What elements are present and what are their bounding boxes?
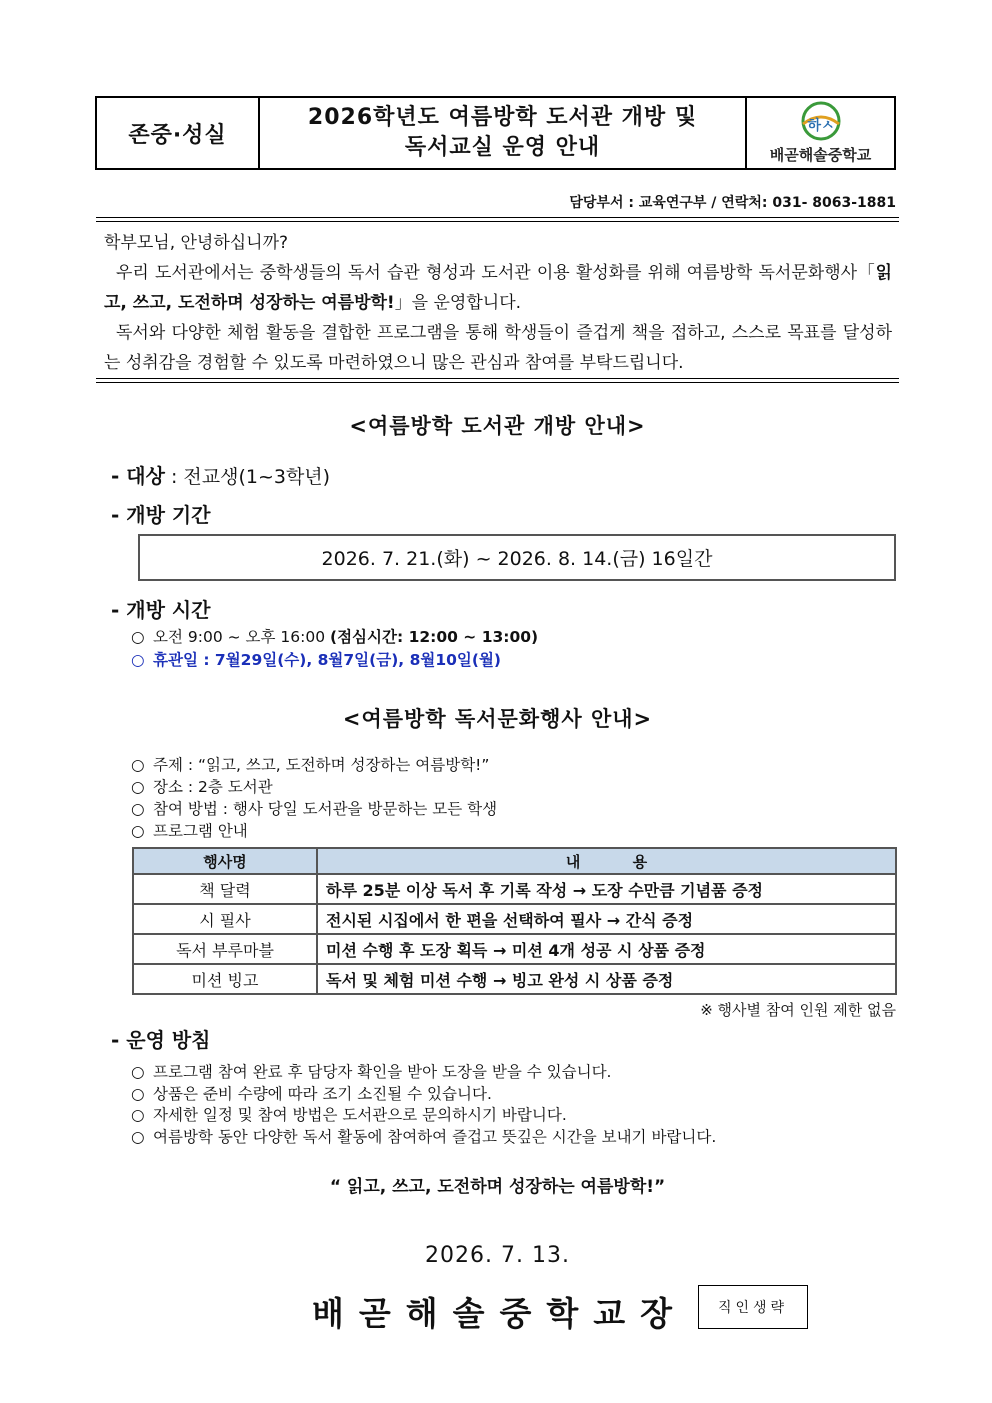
policy-item [131,1125,716,1147]
event-theme: 주제 : “읽고, 쓰고, 도전하며 성장하는 여름방학!” [153,756,490,774]
program-content: 하루 25분 이상 독서 후 기록 작성 → 도장 수만큼 기념품 증정 [317,874,896,904]
title-line-1: 2026학년도 여름방학 도서관 개방 및 [307,105,698,130]
bullet-marker: ○ [131,1106,145,1124]
program-name: 시 필사 [133,904,317,934]
event-item [131,819,248,841]
event-place: 장소 : 2층 도서관 [153,778,273,796]
title-line-2: 독서교실 운영 안내 [404,135,601,160]
bullet-marker: ○ [131,628,145,646]
policy-item [131,1082,492,1104]
closed-days: 휴관일 : 7월29일(수), 8월7일(금), 8월10일(월) [153,651,502,669]
hours-value: 오전 9:00 ~ 오후 16:00 [153,628,330,646]
intro-text [104,228,892,378]
policy-item [131,1103,567,1125]
divider [96,217,899,218]
column-header: 내 용 [317,848,896,874]
program-content: 미션 수행 후 도장 획득 → 미션 4개 성공 시 상품 증정 [317,934,896,964]
svg-text:하ㅅ: 하ㅅ [806,118,835,134]
table-row [133,874,896,904]
bullet-marker: ○ [131,651,145,669]
bullet-marker: ○ [131,1128,145,1146]
principal-signature: 배곧해솔중학교장 [312,1294,688,1333]
bullet-marker: ○ [131,1085,145,1103]
school-name: 배곧해솔중학교 [769,146,872,164]
library-section-title: <여름방학 도서관 개방 안내> [349,414,646,438]
hours-item [131,625,538,647]
target-label: - 대상 [111,464,165,488]
seal-omitted-box: 직인생략 [698,1285,808,1329]
bullet-marker: ○ [131,822,145,840]
program-name: 독서 부루마블 [133,934,317,964]
event-item [131,753,489,775]
event-method: 참여 방법 : 행사 당일 도서관을 방문하는 모든 학생 [153,800,498,818]
event-item [131,797,497,819]
program-content: 전시된 시집에서 한 편을 선택하여 필사 → 간식 증정 [317,904,896,934]
lunch-time: (점심시간: 12:00 ~ 13:00) [330,628,539,646]
document-title [260,98,747,168]
event-section-title: <여름방학 독서문화행사 안내> [342,707,653,731]
divider [96,221,899,222]
hours-label: - 개방 시간 [111,598,211,622]
table-row [133,964,896,994]
program-name: 책 달력 [133,874,317,904]
bullet-marker: ○ [131,778,145,796]
document-header [95,96,896,170]
school-logo [747,98,894,168]
table-row [133,904,896,934]
school-emblem-icon [795,100,847,142]
policy-text: 프로그램 참여 완료 후 담당자 확인을 받아 도장을 받을 수 있습니다. [153,1063,612,1081]
event-item [131,775,273,797]
period-label: - 개방 기간 [111,503,211,527]
program-table [132,847,897,995]
table-note: ※ 행사별 참여 인원 제한 없음 [700,1001,896,1019]
bullet-marker: ○ [131,800,145,818]
issue-date: 2026. 7. 13. [425,1243,570,1268]
school-motto: 존중·성실 [97,98,260,168]
event-program: 프로그램 안내 [153,822,248,840]
event-name: 읽고, 쓰고, 도전하며 성장하는 여름방학! [104,263,892,313]
slogan: “ 읽고, 쓰고, 도전하며 성장하는 여름방학!” [329,1177,666,1197]
divider [96,378,899,379]
policy-text: 상품은 준비 수량에 따라 조기 소진될 수 있습니다. [153,1085,492,1103]
divider [96,382,899,383]
program-name: 미션 빙고 [133,964,317,994]
closed-days-item [131,648,501,670]
policy-text: 자세한 일정 및 참여 방법은 도서관으로 문의하시기 바랍니다. [153,1106,567,1124]
table-header-row [133,848,896,874]
column-header: 행사명 [133,848,317,874]
department-contact: 담당부서 : 교육연구부 / 연락처: 031- 8063-1881 [569,195,896,211]
greeting: 학부모님, 안녕하십니까? [104,233,289,253]
intro-paragraph-1 [104,258,892,318]
bullet-marker: ○ [131,1063,145,1081]
policy-label: - 운영 방침 [111,1028,211,1052]
intro-p1-start: 우리 도서관에서는 중학생들의 독서 습관 형성과 도서관 이용 활성화를 위해 여름방학 독서문화행사「 [116,263,876,283]
target-row [111,460,330,489]
policy-item [131,1060,611,1082]
target-value: : 전교생(1~3학년) [164,466,331,488]
intro-paragraph-2: 독서와 다양한 체험 활동을 결합한 프로그램을 통해 학생들이 즐겁게 책을 접하고, 스스로 목표를 달성하는 성취감을 경험할 수 있도록 마련하였으니 많은 관심과 참여를 부탁드립니다. [104,323,892,373]
period-box: 2026. 7. 21.(화) ~ 2026. 8. 14.(금) 16일간 [138,534,896,581]
table-row [133,934,896,964]
program-content: 독서 및 체험 미션 수행 → 빙고 완성 시 상품 증정 [317,964,896,994]
bullet-marker: ○ [131,756,145,774]
policy-text: 여름방학 동안 다양한 독서 활동에 참여하여 즐겁고 뜻깊은 시간을 보내기 바랍니다. [153,1128,717,1146]
intro-p1-end: 」을 운영합니다. [394,293,522,313]
